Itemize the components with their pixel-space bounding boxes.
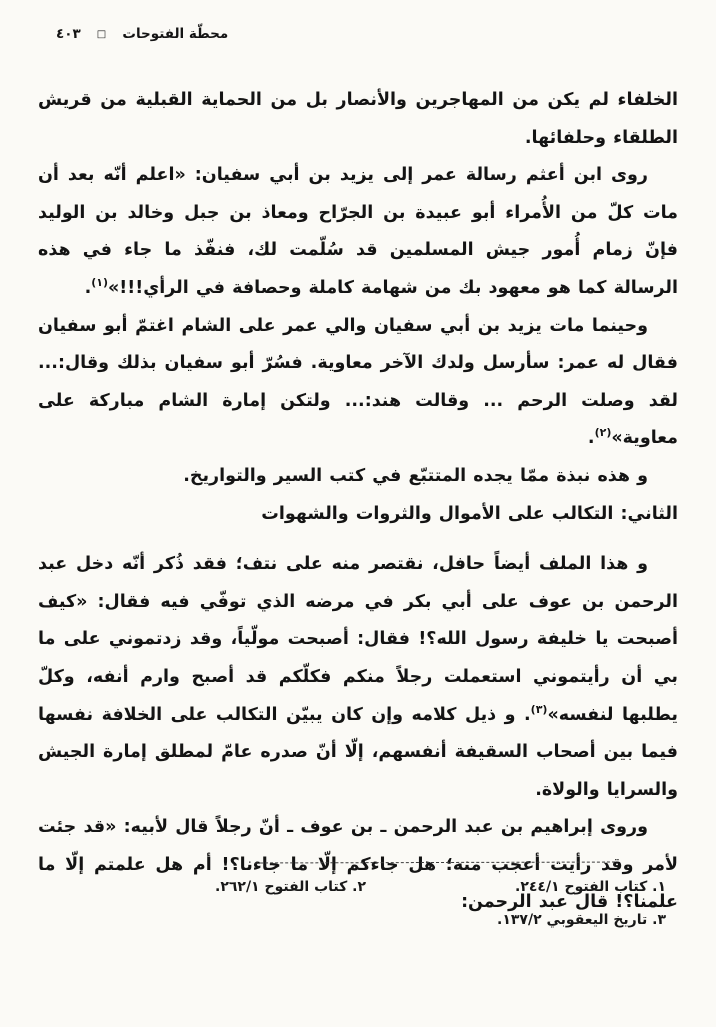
- text-segment: .: [84, 277, 92, 298]
- paragraph: [38, 458, 678, 496]
- section-heading: [38, 496, 678, 534]
- text-segment: وروى إبراهيم بن عبد الرحمن ـ بن عوف ـ أنّ رجلاً قال لأبيه: «قد جئت لأمر وقد رأيت أعجب منه؛ هل جاءكم إلّا ما جاءنا؟! أم هل علمتم إلّا ما علمنا؟! قال عبد الرحمن:: [38, 817, 678, 913]
- paragraph: [38, 157, 678, 307]
- footnote-marker: (٢): [594, 426, 612, 440]
- footnote-3: ٣. تاريخ اليعقوبي ١٣٧/٢.: [497, 912, 666, 928]
- paragraph: [38, 809, 678, 922]
- page-header: [56, 26, 228, 42]
- footnote-1: ١. كتاب الفتوح ٢٤٤/١.: [514, 879, 666, 895]
- square-divider-icon: □: [96, 29, 107, 40]
- text-segment: الخلفاء لم يكن من المهاجرين والأنصار بل من الحماية القبلية من قريش الطلقاء وحلفائها.: [38, 90, 678, 148]
- page-number: ٤٠٣: [56, 26, 81, 42]
- text-segment: .: [587, 428, 595, 449]
- text-segment: روى ابن أعثم رسالة عمر إلى يزيد بن أبي سفيان: «اعلم أنّه بعد أن مات كلّ من الأُمراء أبو عبيدة بن الجرّاح ومعاذ بن جبل وخالد بن الوليد فإنّ زمام أُمور جيش المسلمين قد سُلّمت لك، فنفّذ ما جاء في هذه الرسالة كما هو معهود بك من شهامة كاملة وحصافة في الرأي!!!»: [38, 165, 678, 298]
- text-segment: و هذا الملف أيضاً حافل، نقتصر منه على نتف؛ فقد ذُكر أنّه دخل عبد الرحمن بن عوف على أبي بكر في مرضه الذي توفّي فيه فقال: «كيف أصبحت يا خليفة رسول الله؟! فقال: أصبحت مولّياً، وقد زدتموني على ما بي أن رأيتموني استعملت رجلاً منكم فكلّكم قد أصبح وارم أنفه، وكلّ يطلبها لنفسه»: [38, 554, 678, 725]
- text-segment: و هذه نبذة ممّا يجده المتتبّع في كتب السير والتواريخ.: [183, 465, 648, 486]
- paragraph: [38, 82, 678, 157]
- text-segment: . و ذيل كلامه وإن كان يبيّن التكالب على الخلافة نفسها فيما بين أصحاب السقيفة أنفسهم، إلّا أنّ صدره عامّ لمطلق إمارة الجيش والسرايا والولاة.: [38, 704, 678, 800]
- paragraph: [38, 546, 678, 809]
- page-body: [38, 82, 678, 922]
- header-chapter-title: محطّة الفتوحات: [122, 26, 229, 42]
- text-segment: وحينما مات يزيد بن أبي سفيان والي عمر على الشام اغتمّ أبو سفيان فقال له عمر: سأرسل ولدك الآخر معاوية. فسُرّ أبو سفيان بذلك وقال:... لقد وصلت الرحم ... وقالت هند:... ولتكن إمارة الشام مباركة على معاوية»: [38, 315, 678, 449]
- footnote-marker: (١): [91, 276, 108, 290]
- text-segment: الثاني: التكالب على الأموال والثروات والشهوات: [261, 503, 678, 524]
- footnote-marker: (٣): [530, 702, 548, 716]
- paragraph: [38, 308, 678, 458]
- footnote-2: ٢. كتاب الفتوح ٢٦٢/١.: [214, 879, 366, 895]
